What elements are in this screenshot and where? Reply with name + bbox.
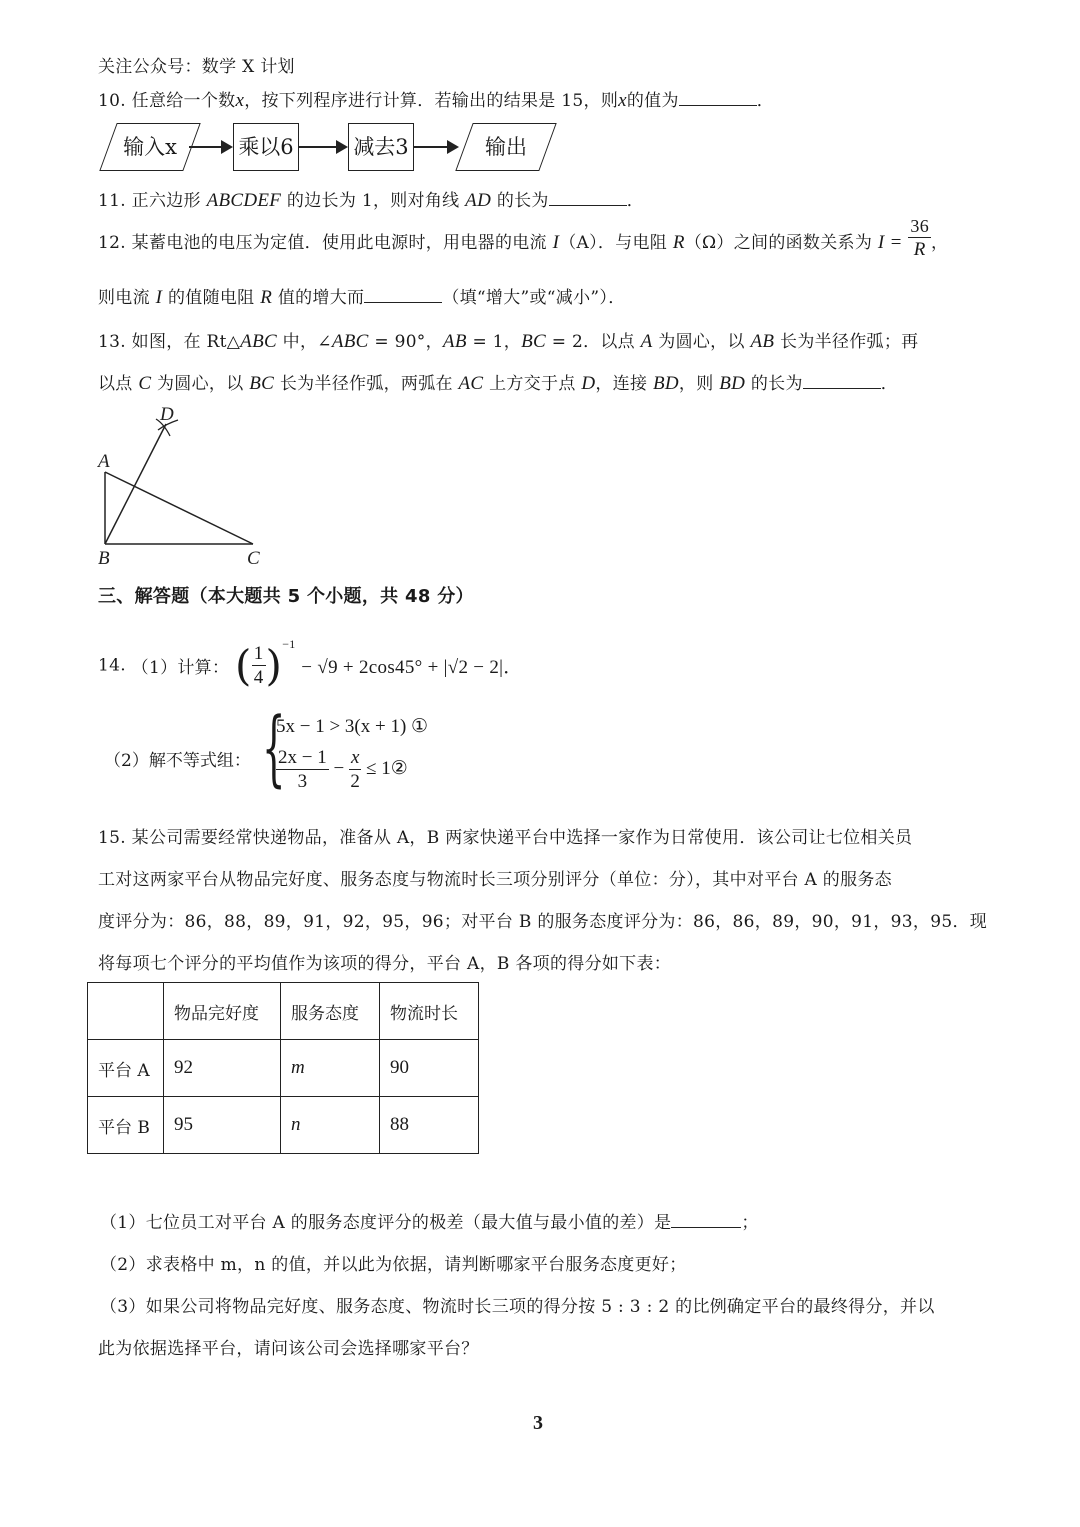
flow-arrow-icon xyxy=(298,146,346,148)
question-15-sub-3-line-1: （3）如果公司将物品完好度、服务态度、物流时长三项的得分按 5 : 3 : 2 的比例确定平台的最终得分，并以 xyxy=(100,1297,935,1317)
answer-blank xyxy=(671,1213,741,1228)
formula-fraction: $\frac{36}{R}$ xyxy=(910,215,929,260)
flow-subtract-step: 减去3 xyxy=(348,123,414,171)
fraction-one-quarter: $\frac{1}{4}$ xyxy=(253,643,264,688)
question-15-line-2: 工对这两家平台从物品完好度、服务态度与物流时长三项分别评分（单位：分），其中对平台 A 的服务态 xyxy=(98,870,892,890)
inequality-2: $\frac{2x - 1}{3}$ − $\frac{x}{2}$ ≤ 1② xyxy=(278,747,408,792)
question-12-line-1: 12. 某蓄电池的电压为定值．使用此电源时，用电器的电流 I（A）．与电阻 R（Ω）之间的函数关系为 I = $\frac{36}{R}$ ， xyxy=(98,215,949,260)
question-13-line-2: 以点 C 为圆心，以 BC 长为半径作弧，两弧在 AC 上方交于点 D，连接 BD，则 BD 的长为 ． xyxy=(98,373,899,394)
table-header-row: 物品完好度 服务态度 物流时长 xyxy=(88,983,479,1040)
question-15-line-4: 将每项七个评分的平均值作为该项的得分，平台 A，B 各项的得分如下表： xyxy=(98,954,672,974)
label-B: B xyxy=(98,548,110,569)
question-15-sub-1: （1）七位员工对平台 A 的服务态度评分的极差（最大值与最小值的差）是 ； xyxy=(100,1213,759,1233)
question-15-line-1: 15. 某公司需要经常快递物品，准备从 A，B 两家快递平台中选择一家作为日常使用．该公司让七位相关员 xyxy=(98,828,913,848)
question-10: 10. 任意给一个数x，按下列程序进行计算．若输出的结果是 15，则x的值为 ． xyxy=(98,90,775,111)
question-12-line-2: 则电流 I 的值随电阻 R 值的增大而 （填“增大”或“减小”）． xyxy=(98,287,626,308)
score-table xyxy=(87,982,479,1154)
question-13-line-1: 13. 如图，在 Rt△ABC 中，∠ABC = 90°，AB = 1，BC = 2．以点 A 为圆心，以 AB 长为半径作弧；再 xyxy=(98,331,919,352)
question-11: 11. 正六边形 ABCDEF 的边长为 1，则对角线 AD 的长为 ． xyxy=(98,190,645,211)
page-number: 3 xyxy=(533,1412,543,1434)
question-14-part-1: 14. （1）计算： ( $\frac{1}{4}$ )$^{-1}$ − √9 + 2cos45° + |√2 − 2|． xyxy=(98,637,523,690)
right-paren: ) xyxy=(265,641,283,690)
table-row: 平台 B 95 n 88 xyxy=(88,1097,479,1154)
flow-multiply-step: 乘以6 xyxy=(233,123,299,171)
question-15-sub-2: （2）求表格中 m，n 的值，并以此为依据，请判断哪家平台服务态度更好； xyxy=(100,1255,687,1275)
flow-output-step: 输出 xyxy=(455,123,556,171)
answer-blank xyxy=(549,191,627,206)
label-A: A xyxy=(98,451,110,472)
section-title: 三、解答题（本大题共 5 个小题，共 48 分） xyxy=(98,586,474,607)
answer-blank xyxy=(679,91,757,106)
question-15-sub-3-line-2: 此为依据选择平台，请问该公司会选择哪家平台？ xyxy=(98,1339,479,1359)
question-15-line-3: 度评分为：86，88，89，91，92，95，96；对平台 B 的服务态度评分为：86，86，89，90，91，93，95．现 xyxy=(98,912,988,932)
label-D: D xyxy=(160,404,174,425)
answer-blank xyxy=(803,374,881,389)
flow-arrow-icon xyxy=(413,146,457,148)
flow-input-step: 输入x xyxy=(99,123,200,171)
program-flowchart xyxy=(98,123,568,173)
brace-icon: { xyxy=(262,701,286,796)
left-paren: ( xyxy=(235,641,252,690)
inequality-1: 5x − 1 > 3(x + 1) ① xyxy=(276,716,429,737)
answer-blank xyxy=(364,288,442,303)
watermark-text: 关注公众号：数学 X 计划 xyxy=(98,57,295,77)
triangle-construction-figure xyxy=(90,400,290,575)
question-14-part-2-label: （2）解不等式组： xyxy=(104,751,251,771)
table-row: 平台 A 92 m 90 xyxy=(88,1040,479,1097)
flow-arrow-icon xyxy=(189,146,231,148)
label-C: C xyxy=(247,548,260,569)
